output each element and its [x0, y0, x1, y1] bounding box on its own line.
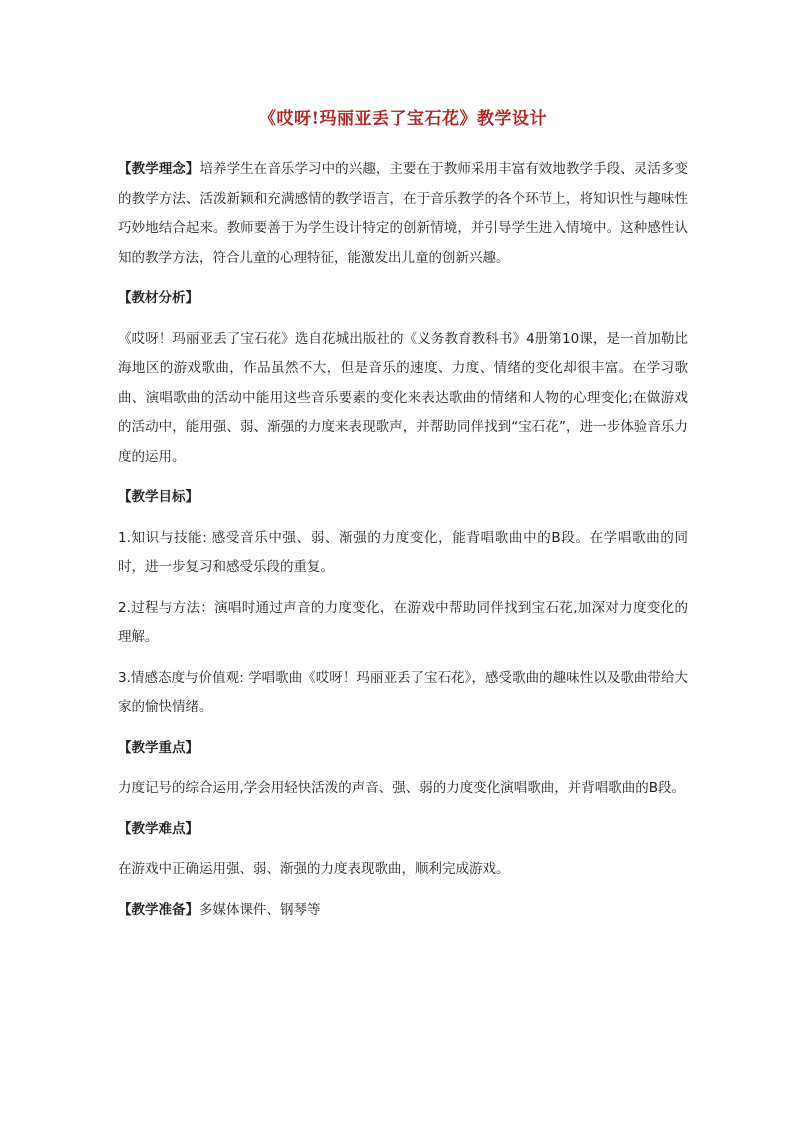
key-points-text: 力度记号的综合运用,学会用轻快活泼的声音、强、弱的力度变化演唱歌曲，并背唱歌曲的B段。 [118, 780, 686, 796]
key-points-heading: 【教学重点】 [118, 739, 199, 756]
difficulties-text: 在游戏中正确运用强、弱、渐强的力度表现歌曲，顺利完成游戏。 [118, 861, 510, 877]
document-page [118, 100, 688, 936]
goals-heading: 【教学目标】 [118, 489, 199, 505]
analysis-text: 《哎呀！玛丽亚丢了宝石花》选自花城出版社的《义务教育教科书》4册第10课，是一首加勒比海地区的游戏歌曲，作品虽然不大，但是音乐的速度、力度、情绪的变化却很丰富。在学习歌曲、演唱歌曲的活动中能用这些音乐要素的变化来表达歌曲的情绪和人物的心理变化;在做游戏的活动中，能用强、弱、渐强的力度来表现歌声，并帮助同伴找到“宝石花”，进一步体验音乐力度的运用。 [118, 330, 688, 465]
preparation-tag: 【教学准备】 [118, 901, 199, 918]
preparation-paragraph [118, 896, 688, 926]
philosophy-paragraph [118, 155, 688, 273]
analysis-heading: 【教材分析】 [118, 290, 199, 306]
difficulties-heading: 【教学难点】 [118, 820, 199, 837]
philosophy-text: 培养学生在音乐学习中的兴趣，主要在于教师采用丰富有效地教学手段、灵活多变的教学方法、活泼新颖和充满感情的教学语言，在于音乐教学的各个环节上，将知识性与趣味性巧妙地结合起来。教师要善于为学生设计特定的创新情境，并引导学生进入情境中。这种感性认知的教学方法，符合儿童的心理特征，能激发出儿童的创新兴趣。 [118, 161, 689, 266]
preparation-text: 多媒体课件、钢琴等 [199, 901, 321, 918]
document-title: 《哎呀!玛丽亚丢了宝石花》教学设计 [259, 109, 547, 129]
philosophy-tag: 【教学理念】 [118, 161, 200, 177]
goal-item-2: 2.过程与方法：演唱时通过声音的力度变化，在游戏中帮助同伴找到宝石花,加深对力度变化的理解。 [118, 599, 688, 645]
goal-item-3: 3.情感态度与价值观: 学唱歌曲《哎呀！玛丽亚丢了宝石花》，感受歌曲的趣味性以及歌曲带给大家的愉快情绪。 [118, 669, 688, 715]
goal-item-1: 1.知识与技能: 感受音乐中强、弱、渐强的力度变化，能背唱歌曲中的B段。在学唱歌曲的同时，进一步复习和感受乐段的重复。 [118, 529, 688, 575]
